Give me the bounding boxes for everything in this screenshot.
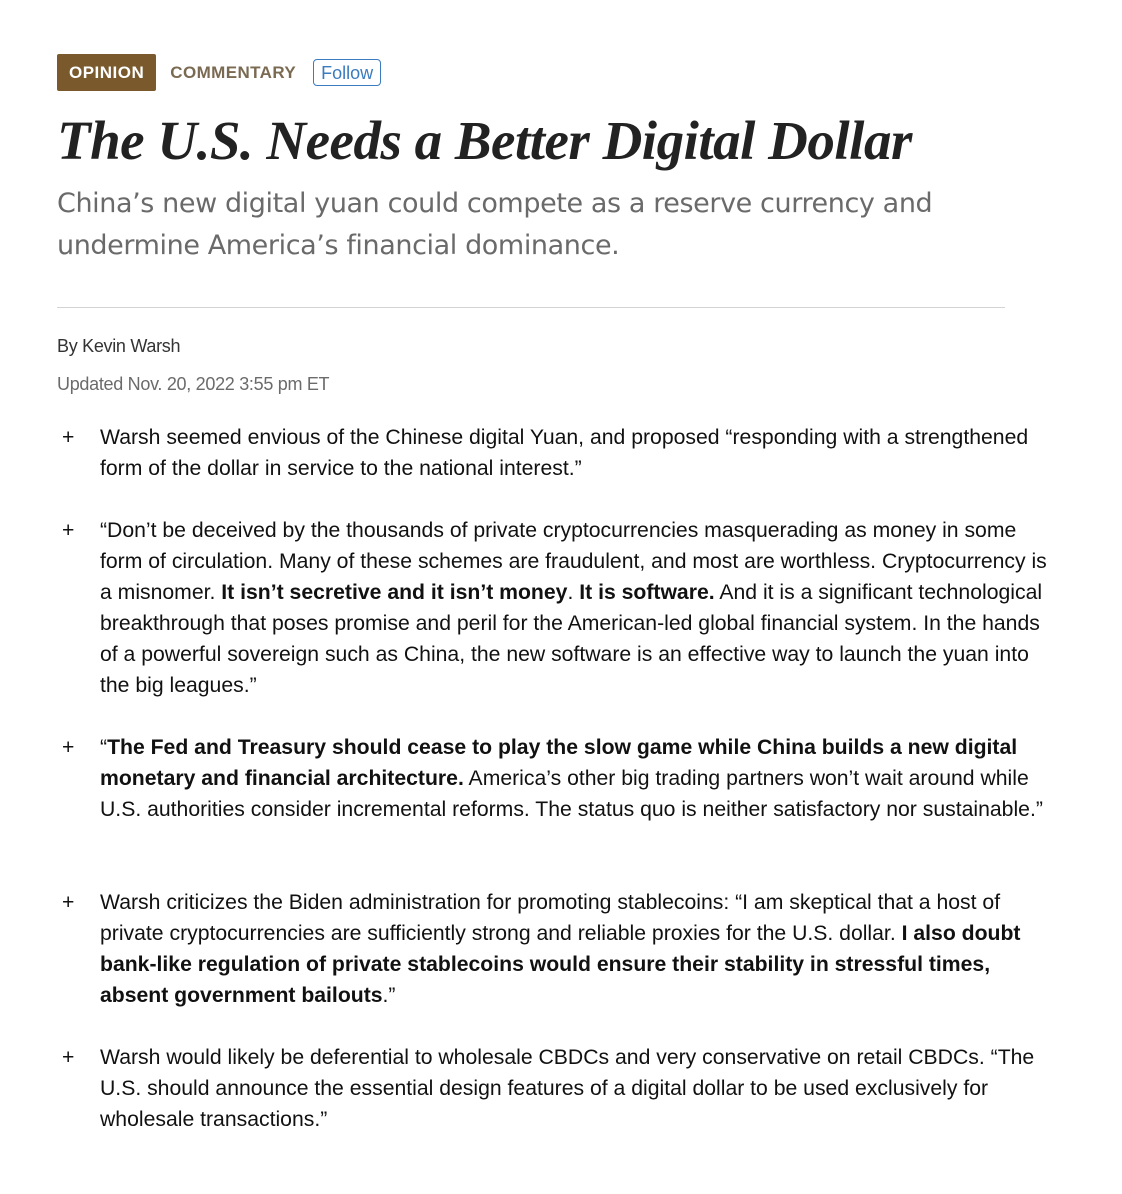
bullet-item [62, 1042, 1052, 1135]
bullet-text-run: And it is a significant technological breakthrough that poses promise and peril for the American-led global financial system. In the hands of a powerful sovereign such as China, the new software is an effective way to launch the yuan into the big leagues.” [100, 581, 1043, 697]
bullet-text-run: .” [382, 984, 396, 1007]
bullet-text-run: . [567, 581, 580, 604]
bullet-item [62, 515, 1052, 701]
follow-button[interactable]: Follow [313, 59, 381, 86]
bullet-text-run: “ [100, 736, 108, 759]
bullet-text [100, 1042, 1052, 1135]
bullet-item [62, 887, 1052, 1011]
article-dek: China’s new digital yuan could compete as a reserve currency and undermine America’s financial dominance. [57, 188, 933, 261]
bullet-bold-text: It isn’t secretive and it isn’t money [221, 581, 568, 604]
bullet-text [100, 422, 1052, 484]
article-timestamp: Updated Nov. 20, 2022 3:55 pm ET [57, 374, 330, 394]
bullet-text [100, 732, 1052, 825]
plus-icon: + [62, 891, 75, 914]
bullet-text-run: America’s other big trading partners won’t wait around while U.S. authorities consider incremental reforms. The status quo is neither satisfactory nor sustainable.” [100, 767, 1043, 821]
bullet-text-run: Warsh criticizes the Biden administration for promoting stablecoins: “I am skeptical that a host of private cryptocurrencies are sufficiently strong and reliable proxies for the U.S. dollar. [100, 891, 1001, 945]
bullet-text [100, 515, 1052, 701]
plus-icon: + [62, 426, 75, 449]
bullet-bold-text: The Fed and Treasury should cease to play the slow game while China builds a new digital monetary and financial architecture. [100, 736, 1018, 790]
article-header [57, 54, 381, 91]
bullet-text [100, 887, 1052, 1011]
bullet-bold-text: I also doubt bank-like regulation of private stablecoins would ensure their stability in stressful times, absent government bailouts [100, 922, 1021, 1007]
plus-icon: + [62, 736, 75, 759]
article-headline: The U.S. Needs a Better Digital Dollar [57, 110, 912, 171]
bullet-text-run: Warsh seemed envious of the Chinese digital Yuan, and proposed “responding with a strengthened form of the dollar in service to the national interest.” [100, 426, 1029, 480]
bullet-bold-text: It is software. [579, 581, 715, 604]
bullet-text-run: Warsh would likely be deferential to wholesale CBDCs and very conservative on retail CBDCs. “The U.S. should announce the essential design features of a digital dollar to be used exclusively for wholesale transactions.” [100, 1046, 1035, 1131]
header-divider [57, 307, 1005, 308]
article-byline: By Kevin Warsh [57, 336, 181, 356]
bullet-item [62, 422, 1052, 484]
bullet-text-run: “Don’t be deceived by the thousands of private cryptocurrencies masquerading as money in some form of circulation. Many of these schemes are fraudulent, and most are worthless. Cryptocurrency is a misnomer. [100, 519, 1047, 604]
section-tag-opinion[interactable]: OPINION [57, 54, 156, 91]
plus-icon: + [62, 1046, 75, 1069]
plus-icon: + [62, 519, 75, 542]
category-tag-commentary[interactable]: COMMENTARY [170, 62, 297, 82]
bullet-item [62, 732, 1052, 825]
